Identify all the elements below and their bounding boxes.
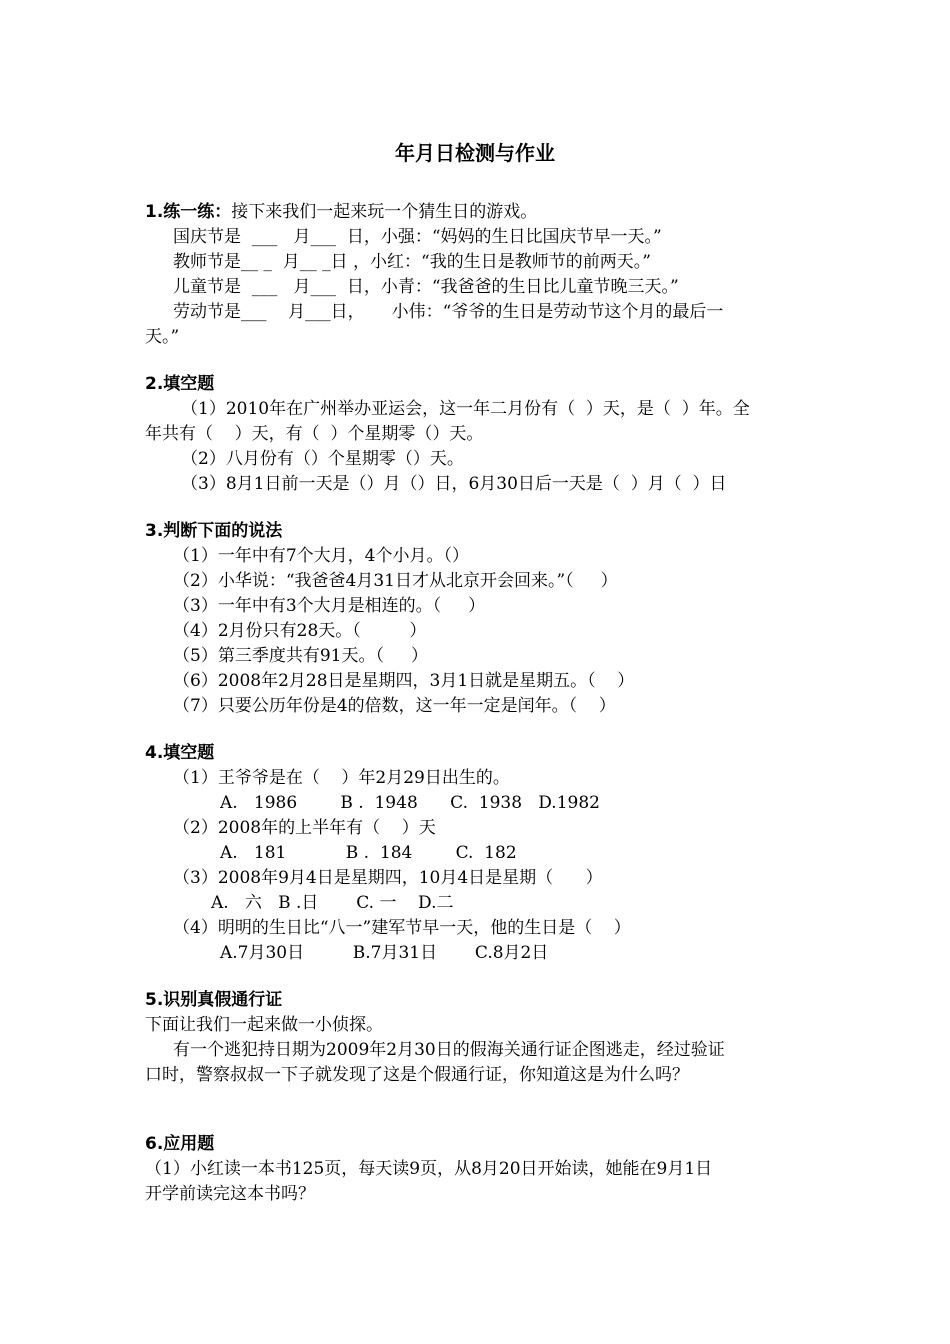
s1-line-1: 国庆节是 ___ 月___ 日，小强：“妈妈的生日比国庆节早一天。” (173, 227, 662, 247)
s1-line-5: 天。” (145, 327, 180, 347)
spacer (145, 350, 810, 372)
s4-question-4: （4）明明的生日比“八一”建军节早一天，他的生日是（ ） (173, 918, 631, 938)
s2-line-4: （3）8月1日前一天是（）月（）日，6月30日后一天是（ ）月（ ）日 (181, 474, 727, 494)
s5-line-1: 下面让我们一起来做一小侦探。 (145, 1015, 383, 1035)
s3-line-5: （5）第三季度共有91天。（ ） (173, 646, 428, 666)
s3-heading: 3.判断下面的说法 (145, 521, 283, 541)
s6-line-1: （1）小红读一本书125页，每天读9页，从8月20日开始读，她能在9月1日 (145, 1159, 713, 1179)
spacer (145, 497, 810, 519)
s4-heading: 4.填空题 (145, 743, 215, 763)
s6-heading: 6.应用题 (145, 1134, 215, 1154)
s5-line-2: 有一个逃犯持日期为2009年2月30日的假海关通行证企图逃走，经过验证 (173, 1040, 725, 1060)
s4-question-1: （1）王爷爷是在（ ）年2月29日出生的。 (173, 768, 510, 788)
s2-line-2: 年共有（ ）天，有（ ）个星期零（）天。 (145, 424, 484, 444)
s5-heading: 5.识别真假通行证 (145, 990, 283, 1010)
s3-line-3: （3）一年中有3个大月是相连的。（ ） (173, 596, 486, 616)
page-title: 年月日检测与作业 (395, 141, 555, 165)
s4-options-1: A. 1986 B . 1948 C. 1938 D.1982 (220, 793, 600, 813)
s4-question-3: （3）2008年9月4日是星期四，10月4日是星期（ ） (173, 868, 603, 888)
s4-options-2: A. 181 B . 184 C. 182 (220, 843, 517, 863)
s1-line-4: 劳动节是___ 月___日， 小伟：“爷爷的生日是劳动节这个月的最后一 (173, 302, 724, 322)
s4-options-4: A.7月30日 B.7月31日 C.8月2日 (220, 943, 549, 963)
spacer (145, 966, 810, 988)
s4-options-3: A. 六 B .日 C. 一 D.二 (211, 893, 454, 913)
s5-line-3: 口时，警察叔叔一下子就发现了这是个假通行证，你知道这是为什么吗？ (145, 1065, 689, 1085)
s2-heading: 2.填空题 (145, 374, 215, 394)
s1-intro: 接下来我们一起来玩一个猜生日的游戏。 (231, 202, 538, 222)
s1-heading: 1.练一练： (145, 202, 232, 222)
s3-line-7: （7）只要公历年份是4的倍数，这一年一定是闰年。（ ） (173, 696, 616, 716)
s3-line-6: （6）2008年2月28日是星期四，3月1日就是星期五。（ ） (173, 671, 635, 691)
s2-line-3: （2）八月份有（）个星期零（）天。 (181, 449, 464, 469)
spacer (145, 1088, 810, 1132)
s1-line-3: 儿童节是 ___ 月___ 日，小青：“我爸爸的生日比儿童节晚三天。” (173, 277, 679, 297)
s3-line-1: （1）一年中有7个大月，4个小月。（） (173, 546, 469, 566)
worksheet-content (145, 200, 810, 1207)
spacer (145, 719, 810, 741)
s3-line-2: （2）小华说：“我爸爸4月31日才从北京开会回来。”（ ） (173, 571, 618, 591)
s1-heading-line (145, 200, 810, 225)
s2-line-1: （1）2010年在广州举办亚运会，这一年二月份有（ ）天，是（ ）年。全 (181, 399, 750, 419)
s6-line-2: 开学前读完这本书吗？ (145, 1184, 315, 1204)
s3-line-4: （4）2月份只有28天。（ ） (173, 621, 427, 641)
s1-line-2: 教师节是__ _ 月__ _日 ，小红：“我的生日是教师节的前两天。” (173, 252, 651, 272)
s4-question-2: （2）2008年的上半年有（ ）天 (173, 818, 436, 838)
